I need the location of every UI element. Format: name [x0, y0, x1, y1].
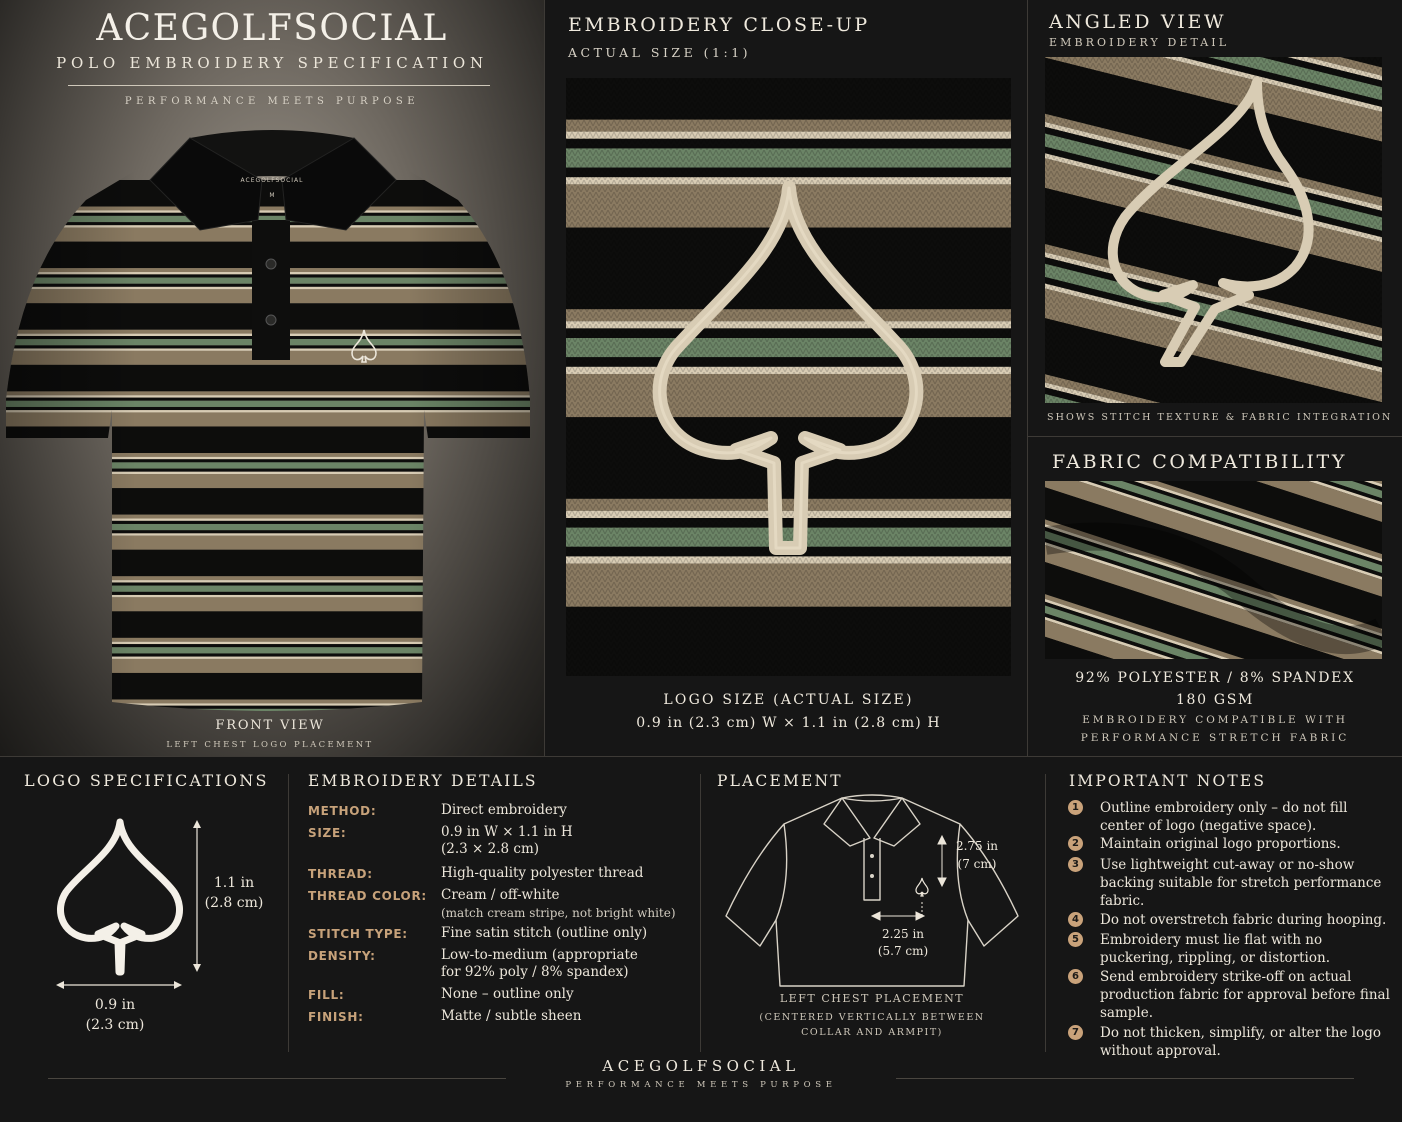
spec-value-density-note: for 92% poly / 8% spandex): [441, 964, 629, 980]
closeup-dimensions: 0.9 in (2.3 cm) W × 1.1 in (2.8 cm) H: [636, 715, 941, 731]
logo-height-in: 1.1 in: [213, 875, 255, 891]
note-number-badge: 5: [1068, 932, 1083, 947]
fabric-swatch-image: [1045, 481, 1382, 659]
spec-label-size: SIZE:: [308, 826, 347, 840]
divider: [700, 774, 701, 1052]
angled-caption: SHOWS STITCH TEXTURE & FABRIC INTEGRATION: [1047, 412, 1393, 423]
spec-value-size-metric: (2.3 × 2.8 cm): [441, 841, 540, 857]
spec-value-thread-color: Cream / off-white: [441, 887, 560, 903]
divider: [1027, 0, 1028, 756]
collar-right-outline: [874, 798, 920, 846]
spec-label-thread-color: THREAD COLOR:: [308, 889, 427, 903]
angled-title: ANGLED VIEW: [1049, 11, 1227, 33]
placement-horizontal-cm: (5.7 cm): [877, 944, 929, 958]
important-notes-title: IMPORTANT NOTES: [1069, 772, 1267, 790]
brand-tagline: PERFORMANCE MEETS PURPOSE: [124, 96, 420, 107]
spec-value-density: Low-to-medium (appropriate: [441, 947, 638, 963]
spec-label-finish: FINISH:: [308, 1010, 364, 1024]
collar-left-outline: [824, 798, 870, 846]
footer-tagline: PERFORMANCE MEETS PURPOSE: [565, 1080, 837, 1090]
spec-label-method: METHOD:: [308, 804, 377, 818]
footer-rule-left: [48, 1078, 506, 1079]
logo-height-cm: (2.8 cm): [204, 895, 264, 911]
front-view-caption: FRONT VIEW: [215, 718, 325, 733]
shirt-placket: [252, 220, 290, 360]
note-text: Maintain original logo proportions.: [1100, 836, 1341, 852]
footer-brand: ACEGOLFSOCIAL: [602, 1057, 800, 1075]
note-text: Do not thicken, simplify, or alter the logo without approval.: [1100, 1025, 1381, 1059]
shirt-button: [266, 259, 276, 269]
note-number-badge: 1: [1068, 800, 1083, 815]
spec-value-thread-color-note: (match cream stripe, not bright white): [441, 906, 676, 920]
collar-label-size: M: [269, 192, 275, 199]
spec-value-size: 0.9 in W × 1.1 in H: [441, 824, 573, 840]
logo-width-in: 0.9 in: [94, 997, 136, 1013]
divider: [288, 774, 289, 1052]
fabric-composition: 92% POLYESTER / 8% SPANDEX: [1075, 670, 1355, 686]
placement-vertical-cm: (7 cm): [957, 857, 997, 871]
fabric-note-line1: EMBROIDERY COMPATIBLE WITH: [1082, 714, 1348, 726]
placement-caption-line2: COLLAR AND ARMPIT): [801, 1027, 943, 1038]
fabric-note-line2: PERFORMANCE STRETCH FABRIC: [1080, 732, 1350, 744]
angled-subtitle: EMBROIDERY DETAIL: [1049, 36, 1230, 49]
polo-shirt-front-illustration: [0, 120, 544, 720]
placement-title: PLACEMENT: [717, 772, 843, 790]
collar-label-brand: ACEGOLFSOCIAL: [240, 177, 304, 184]
fabric-title: FABRIC COMPATIBILITY: [1052, 451, 1348, 473]
spec-value-fill: None – outline only: [441, 986, 574, 1002]
note-number-badge: 2: [1068, 836, 1083, 851]
spec-label-stitch-type: STITCH TYPE:: [308, 927, 408, 941]
placement-caption-line1: (CENTERED VERTICALLY BETWEEN: [759, 1012, 985, 1023]
note-number-badge: 4: [1068, 912, 1083, 927]
closeup-title: EMBROIDERY CLOSE-UP: [568, 14, 870, 36]
note-number-badge: 3: [1068, 857, 1083, 872]
logo-specs-title: LOGO SPECIFICATIONS: [24, 771, 269, 790]
note-text: Outline embroidery only – do not fill center of logo (negative space).: [1100, 800, 1348, 834]
logo-spade-icon: [60, 822, 179, 972]
spec-label-density: DENSITY:: [308, 949, 376, 963]
embroidery-details-title: EMBROIDERY DETAILS: [308, 772, 538, 790]
spec-value-method: Direct embroidery: [441, 802, 567, 818]
spec-value-thread: High-quality polyester thread: [441, 865, 644, 881]
title-divider: [68, 85, 490, 86]
note-number-badge: 6: [1068, 969, 1083, 984]
placement-caption: LEFT CHEST PLACEMENT: [779, 992, 965, 1005]
shirt-button: [266, 315, 276, 325]
logo-width-cm: (2.3 cm): [85, 1017, 145, 1033]
closeup-caption: LOGO SIZE (ACTUAL SIZE): [663, 692, 914, 708]
front-view-subcaption: LEFT CHEST LOGO PLACEMENT: [166, 740, 374, 750]
divider: [544, 0, 545, 756]
placement-logo-icon: [916, 878, 928, 896]
brand-title: ACEGOLFSOCIAL: [96, 8, 448, 49]
fabric-weight: 180 GSM: [1175, 692, 1255, 708]
spec-label-fill: FILL:: [308, 988, 345, 1002]
closeup-subtitle: ACTUAL SIZE (1:1): [568, 45, 752, 60]
width-dimension-arrow: [54, 977, 184, 993]
embroidery-closeup-image: [566, 78, 1011, 676]
angled-embroidery-image: [1045, 57, 1382, 403]
note-text: Use lightweight cut-away or no-show backing suitable for stretch performance fabric.: [1100, 857, 1382, 909]
placement-vertical-in: 2.75 in: [955, 839, 999, 853]
placement-diagram: [722, 790, 1027, 990]
spec-value-finish: Matte / subtle sheen: [441, 1008, 582, 1024]
spec-subtitle: POLO EMBROIDERY SPECIFICATION: [56, 54, 488, 72]
note-number-badge: 7: [1068, 1025, 1083, 1040]
divider: [0, 756, 1402, 757]
placement-horizontal-in: 2.25 in: [881, 927, 925, 941]
hero-panel: [0, 0, 544, 756]
note-text: Send embroidery strike-off on actual production fabric for approval before final sample.: [1100, 969, 1390, 1021]
spec-label-thread: THREAD:: [308, 867, 373, 881]
note-text: Do not overstretch fabric during hooping.: [1100, 912, 1387, 928]
footer-rule-right: [896, 1078, 1354, 1079]
note-text: Embroidery must lie flat with no puckering, rippling, or distortion.: [1100, 932, 1330, 966]
spec-value-stitch-type: Fine satin stitch (outline only): [441, 925, 648, 941]
divider: [1028, 436, 1402, 437]
divider: [1045, 774, 1046, 1052]
